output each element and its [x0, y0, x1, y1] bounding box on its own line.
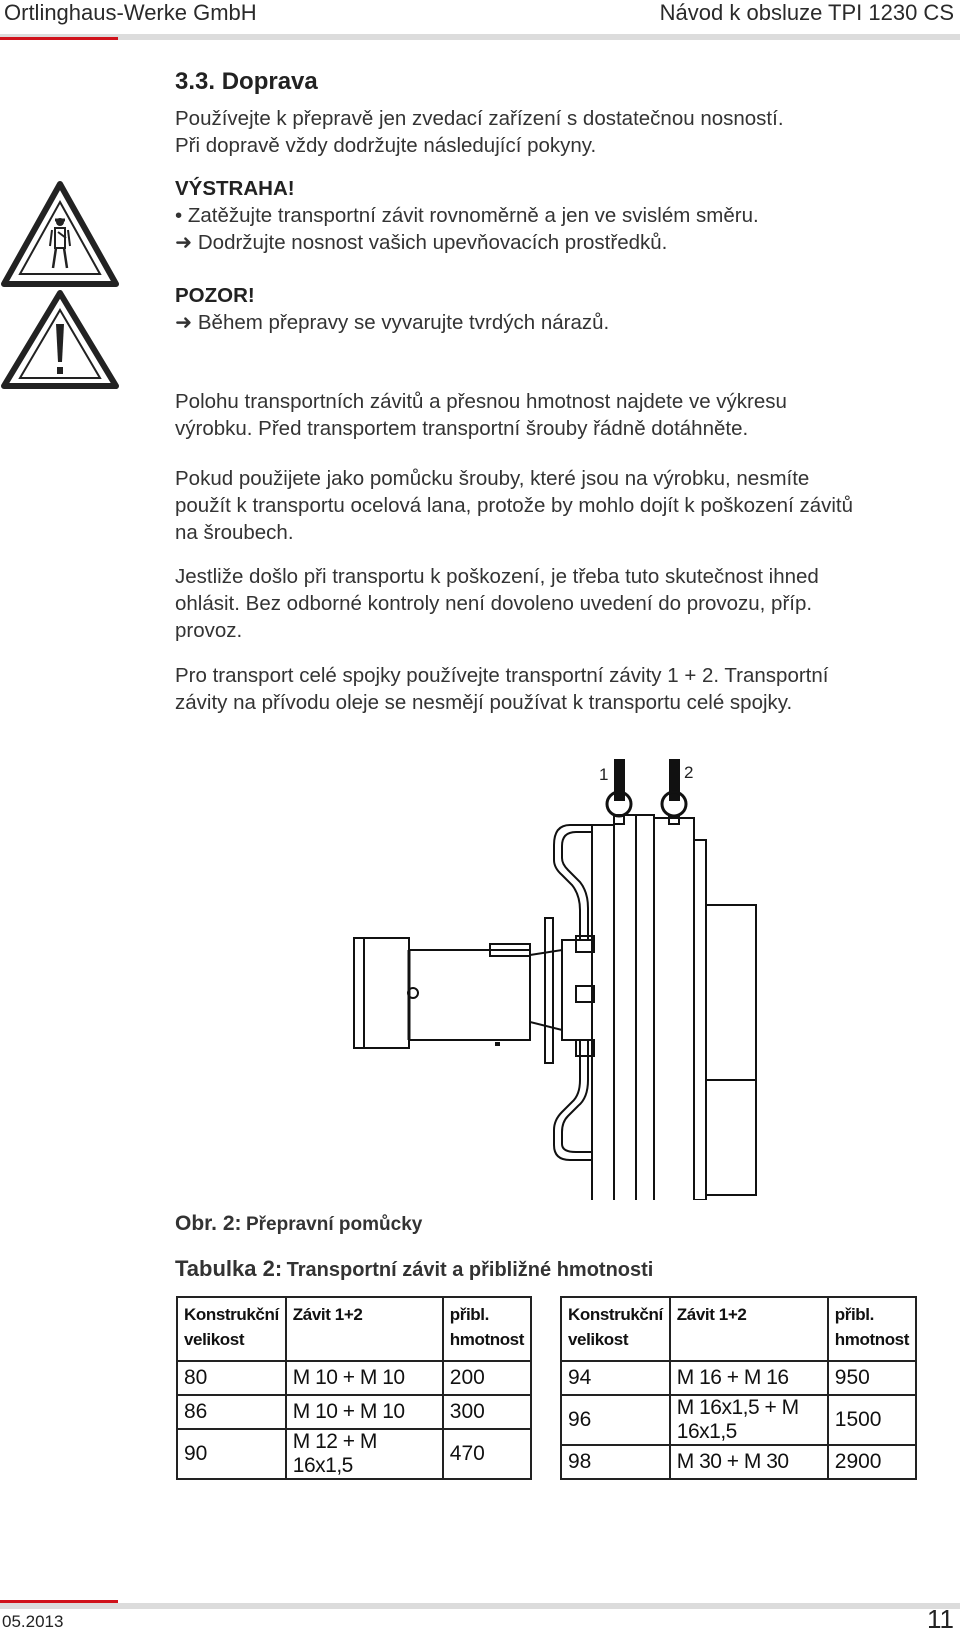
paragraph-line: použít k transportu ocelová lana, protože by mohlo dojít k poškození závitů — [175, 494, 854, 517]
cell-size: 80 — [177, 1361, 286, 1395]
figure-caption — [175, 1212, 422, 1236]
caution-block — [175, 282, 609, 336]
intro-line: Při dopravě vždy dodržujte následující pokyny. — [175, 134, 597, 157]
cell-size: 96 — [561, 1395, 670, 1445]
paragraph-line: Pro transport celé spojky používejte transportní závity 1 + 2. Transportní — [175, 664, 829, 687]
paragraph-line: Polohu transportních závitů a přesnou hmotnost najdete ve výkresu — [175, 390, 787, 413]
cell-weight: 950 — [828, 1361, 916, 1395]
label-1: 1 — [599, 765, 609, 784]
caution-title: POZOR! — [175, 284, 255, 307]
cell-size: 86 — [177, 1395, 286, 1429]
header-accent-rule — [0, 37, 118, 40]
intro-line: Používejte k přepravě jen zvedací zařízení s dostatečnou nosností. — [175, 107, 784, 130]
page-number: 11 — [927, 1604, 954, 1634]
header-thread: Závit 1+2 — [670, 1297, 828, 1361]
header-rule — [0, 34, 960, 40]
figure-caption-text: Přepravní pomůcky — [245, 1214, 423, 1235]
paragraph-line: ohlásit. Bez odborné kontroly není dovoleno uvedení do provozu, příp. — [175, 592, 813, 615]
table-row — [561, 1361, 916, 1395]
warning-item: ➜ Dodržujte nosnost vašich upevňovacích prostředků. — [175, 231, 668, 254]
paragraph — [175, 563, 819, 644]
paragraph-line: na šroubech. — [175, 521, 294, 544]
footer-date: 05.2013 — [2, 1612, 64, 1631]
disc-e — [694, 840, 706, 1200]
section-title: 3.3. Doprava — [175, 68, 318, 95]
table-row — [561, 1395, 916, 1445]
cell-thread: M 10 + M 10 — [286, 1361, 443, 1395]
table-caption-number: Tabulka 2: — [175, 1256, 283, 1281]
paragraph — [175, 388, 787, 442]
label-2: 2 — [684, 763, 694, 782]
cell-weight: 200 — [443, 1361, 531, 1395]
warning-item: • Zatěžujte transportní závit rovnoměrně a jen ve svislém směru. — [175, 204, 759, 227]
header-size: Konstrukční velikost — [177, 1297, 286, 1361]
figure-caption-number: Obr. 2: — [175, 1212, 242, 1235]
cell-thread: M 30 + M 30 — [670, 1445, 828, 1479]
warning-triangle-person-icon — [0, 180, 120, 290]
paragraph-line: Pokud použijete jako pomůcku šrouby, které jsou na výrobku, nesmíte — [175, 467, 810, 490]
disc-d — [654, 818, 694, 1200]
header-weight: přibl. hmotnost — [828, 1297, 916, 1361]
paragraph-line: provoz. — [175, 619, 243, 642]
disc-b — [614, 815, 636, 1200]
disc-a — [592, 825, 614, 1200]
motor-cap — [354, 938, 409, 1048]
table-row — [177, 1429, 531, 1479]
table-caption-text: Transportní závit a přibližné hmotnosti — [286, 1259, 654, 1281]
disc-c — [636, 815, 654, 1200]
cell-weight: 300 — [443, 1395, 531, 1429]
paragraph-line: závity na přívodu oleje se nesmějí používat k transportu celé spojky. — [175, 691, 793, 714]
cell-size: 98 — [561, 1445, 670, 1479]
paragraph-line: Jestliže došlo při transportu k poškození, je třeba tuto skutečnost ihned — [175, 565, 819, 588]
paragraph — [175, 465, 853, 546]
table-row — [561, 1445, 916, 1479]
paragraph-line: výrobku. Před transportem transportní šrouby řádně dotáhněte. — [175, 417, 749, 440]
flange — [706, 905, 756, 1195]
header-weight: přibl. hmotnost — [443, 1297, 531, 1361]
oil-pipe-bottom — [554, 1040, 592, 1160]
warning-block — [175, 175, 759, 256]
warning-triangle-exclamation-icon — [0, 290, 120, 390]
weights-table-right — [560, 1296, 917, 1480]
table-row — [177, 1395, 531, 1429]
paragraph — [175, 662, 828, 716]
coupling-transport-drawing — [340, 750, 770, 1200]
cell-thread: M 10 + M 10 — [286, 1395, 443, 1429]
cell-size: 94 — [561, 1361, 670, 1395]
motor-body — [409, 950, 530, 1040]
table-header-row — [177, 1297, 531, 1361]
cell-size: 90 — [177, 1429, 286, 1479]
caution-item: ➜ Během přepravy se vyvarujte tvrdých nárazů. — [175, 311, 610, 334]
cell-thread: M 12 + M 16x1,5 — [286, 1429, 443, 1479]
header-size: Konstrukční velikost — [561, 1297, 670, 1361]
weights-table-left — [176, 1296, 532, 1480]
table-row — [177, 1361, 531, 1395]
cell-weight: 2900 — [828, 1445, 916, 1479]
document-title: Návod k obsluze TPI 1230 CS — [659, 0, 954, 25]
cell-weight: 1500 — [828, 1395, 916, 1445]
cell-thread: M 16 + M 16 — [670, 1361, 828, 1395]
header-thread: Závit 1+2 — [286, 1297, 443, 1361]
warning-title: VÝSTRAHA! — [175, 177, 295, 200]
table-header-row — [561, 1297, 916, 1361]
company-name: Ortlinghaus-Werke GmbH — [4, 0, 257, 25]
oil-pipe-top — [554, 825, 592, 940]
cell-thread: M 16x1,5 + M 16x1,5 — [670, 1395, 828, 1445]
footer-rule — [0, 1603, 960, 1609]
table-caption — [175, 1256, 653, 1282]
cell-weight: 470 — [443, 1429, 531, 1479]
mounting-plate — [545, 918, 553, 1063]
section-intro — [175, 105, 784, 159]
